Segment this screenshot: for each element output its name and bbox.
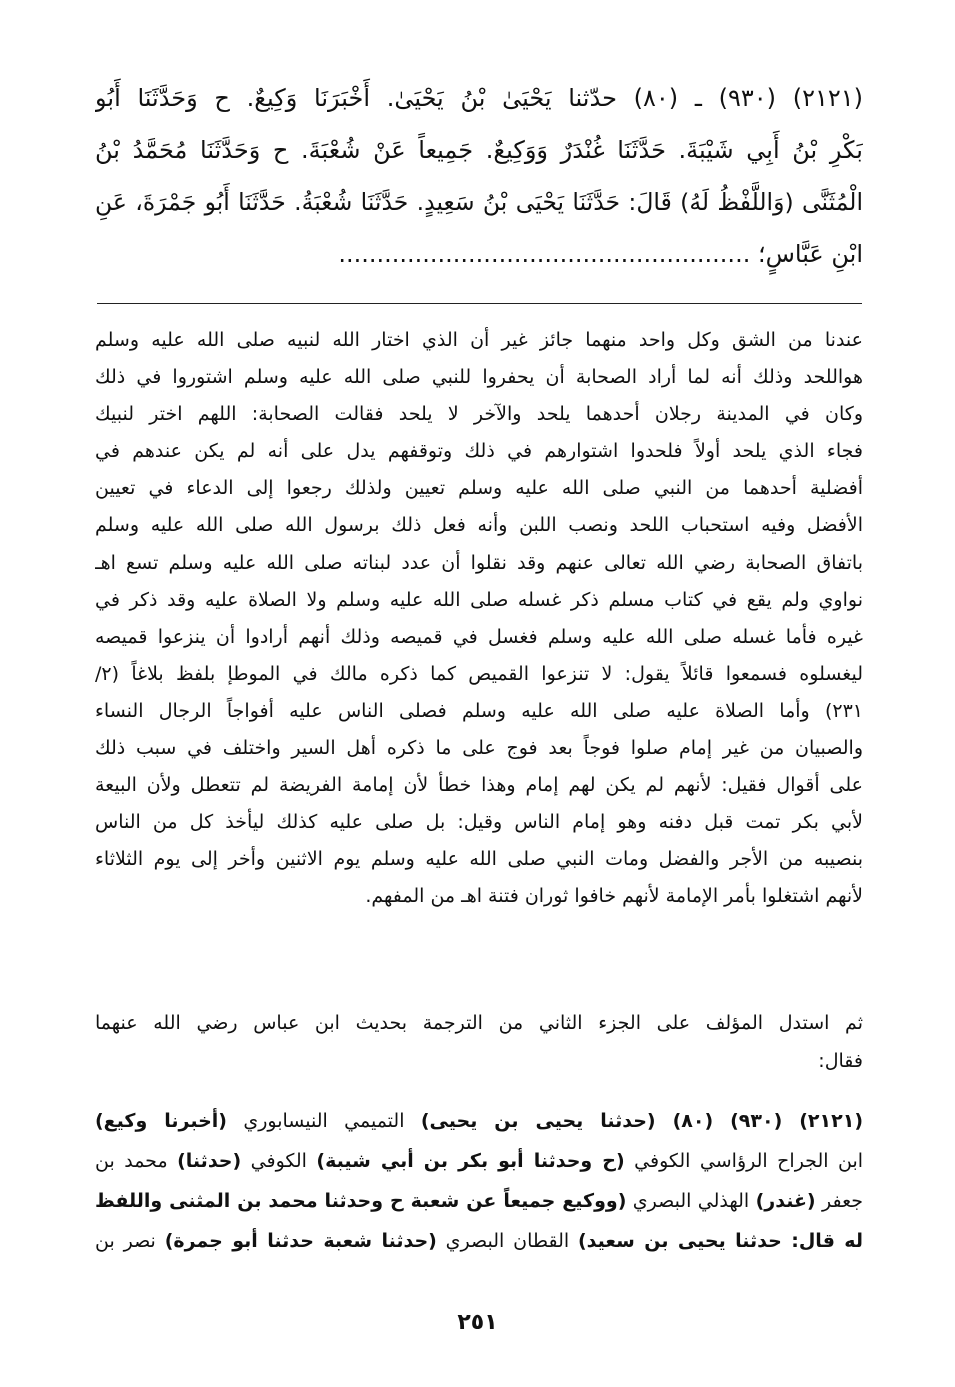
sharh-bold-text: (غندر) [755, 1190, 816, 1212]
page-number: ٢٥١ [457, 1310, 498, 1335]
intro-text [95, 1004, 863, 1080]
commentary-line: غيره فأما غسله صلى الله عليه وسلم فغسل في قميصه وذلك أنهم أرادوا أن ينزعوا قميصه [95, 625, 863, 648]
commentary-line: والصبيان من غير إمام صلوا فوجاً بعد فوج على ما ذكره أهل السير واختلف في سبب ذلك [95, 737, 863, 760]
sharh-bold-text: (حدثنا) [177, 1150, 242, 1172]
commentary-line: لأبي بكر تمت قبل دفنه وهو إمام الناس وقيل: بل صلى عليه كذلك ليأخذ كل من الناس [95, 811, 863, 834]
sharh-plain-text: الكوفي [241, 1150, 317, 1172]
commentary-line: باتفاق الصحابة رضي الله تعالى عنهم وقد نقلوا أن عدد لبناته صلى الله عليه وسلم تسع اهـ [95, 551, 863, 574]
sharh-line [95, 1221, 863, 1261]
sharh-bold-text: (٢١٢١) (٩٣٠) (٨٠) (حدثنا يحيى بن يحيى) [420, 1110, 863, 1132]
sharh-plain-text: ابن الجراح الرؤاسي الكوفي [624, 1150, 863, 1172]
commentary-line: وكان في المدينة رجلان أحدهما يلحد والآخر لا يلحد فقالت الصحابة: اللهم اختر لنبيك [95, 403, 863, 426]
commentary-text [95, 322, 863, 916]
hadith-line: بَكْرِ بْنُ أَبِي شَيْبَةَ. حَدَّثَنَا غُنْدَرٌ وَوَكِيعٌ. جَمِيعاً عَنْ شُعْبَةَ. ح وَحَدَّثَنَا مُحَمَّدُ بْنُ [95, 136, 863, 164]
hadith-line: الْمُثَنَّى (وَاللَّفْظُ لَهُ) قَالَ: حَدَّثَنَا يَحْيَى بْنُ سَعِيدٍ. حَدَّثَنَا شُعْبَةُ. حَدَّثَنَا أَبُو جَمْرَةَ، عَنِ [95, 188, 863, 216]
commentary-line: أفضلية أحدهما من النبي صلى الله عليه وسلم تعيين ولذلك رجعوا إلى الدعاء في تعيين [95, 477, 863, 500]
sharh-bold-text: له قال: حدثنا يحيى بن سعيد) [578, 1230, 863, 1252]
sharh-line [95, 1101, 863, 1141]
sharh-line [95, 1141, 863, 1181]
commentary-line: نواوي ولم يقع في كتاب مسلم ذكر غسله صلى الله عليه وسلم ولا الصلاة عليه وقد ذكر في [95, 588, 863, 611]
hadith-line: (٢١٢١) (٩٣٠) ـ (٨٠) حدّثنا يَحْيَىٰ بْنُ يَحْيَىٰ. أَخْبَرَنَا وَكِيعٌ. ح وَحَدَّثَنَا أَبُو [95, 84, 863, 112]
commentary-line: هواللحد وذلك أنه لما أراد الصحابة أن يحفروا للنبي صلى الله عليه وسلم اشتوروا في ذلك [95, 366, 863, 389]
sharh-plain-text: جعفر [815, 1190, 863, 1212]
commentary-line: ليغسلوه فسمعوا قائلاً يقول: لا تنزعوا القميص كما ذكره مالك في الموطإ بلفظ بلاغاً (٢/ [95, 662, 863, 685]
hadith-line: ابْنِ عَبَّاسٍ؛ ...................................................... [338, 240, 863, 268]
sharh-plain-text: القطان البصري [436, 1230, 578, 1252]
commentary-line: فجاء الذي يلحد أولاً فلحدوا اشتوارهم في ذلك وتوقفهم يدل على أنه لم يكن عندهم في [95, 440, 863, 463]
sharh-plain-text: محمد بن [95, 1150, 178, 1172]
section-divider [97, 303, 862, 304]
hadith-text [95, 72, 863, 280]
sharh-plain-text: التميمي النيسابوري [226, 1110, 421, 1132]
commentary-line: بنصيبه من الأجر والفضل ومات النبي صلى الله عليه وسلم يوم الاثنين وأخر إلى يوم الثلاثاء [95, 848, 863, 871]
commentary-line: على أقوال فقيل: لأنهم لم يكن لهم إمام وهذا خطأ لأن إمامة الفريضة لم تتعطل ولأن البيعة [95, 774, 863, 797]
sharh-plain-text: الهذلي البصري [626, 1190, 756, 1212]
commentary-line: لأنهم اشتغلوا بأمر الإمامة لأنهم خافوا ثوران فتنة اهـ من المفهم. [365, 885, 863, 908]
commentary-line: عندنا من الشق وكل واحد منهما جائز غير أن الذي اختار الله لنبيه صلى الله عليه وسلم [95, 329, 863, 351]
intro-line: فقال: [818, 1050, 863, 1072]
sharh-bold-text: (حدثنا شعبة حدثنا أبو جمرة) [164, 1230, 437, 1252]
sharh-text [95, 1101, 863, 1261]
sharh-bold-text: (ح وحدثنا أبو بكر بن أبي شيبة) [316, 1150, 625, 1172]
intro-line: ثم استدل المؤلف على الجزء الثاني من الترجمة بحديث ابن عباس رضي الله عنهما [95, 1012, 863, 1034]
sharh-plain-text: نصر بن [95, 1230, 165, 1252]
sharh-bold-text: (ووكيع جميعاً عن شعبة ح وحدثنا محمد بن المثنى واللفظ [95, 1190, 627, 1212]
commentary-line: الأفضل وفيه استحباب اللحد ونصب اللبن وأنه فعل ذلك برسول الله صلى الله عليه وسلم [95, 514, 863, 537]
sharh-bold-text: (أخبرنا وكيع) [95, 1110, 227, 1132]
sharh-line [95, 1181, 863, 1221]
commentary-line: ٢٣١) وأما الصلاة عليه صلى الله عليه وسلم فصلى الناس عليه أفواجاً الرجال النساء [95, 699, 863, 722]
